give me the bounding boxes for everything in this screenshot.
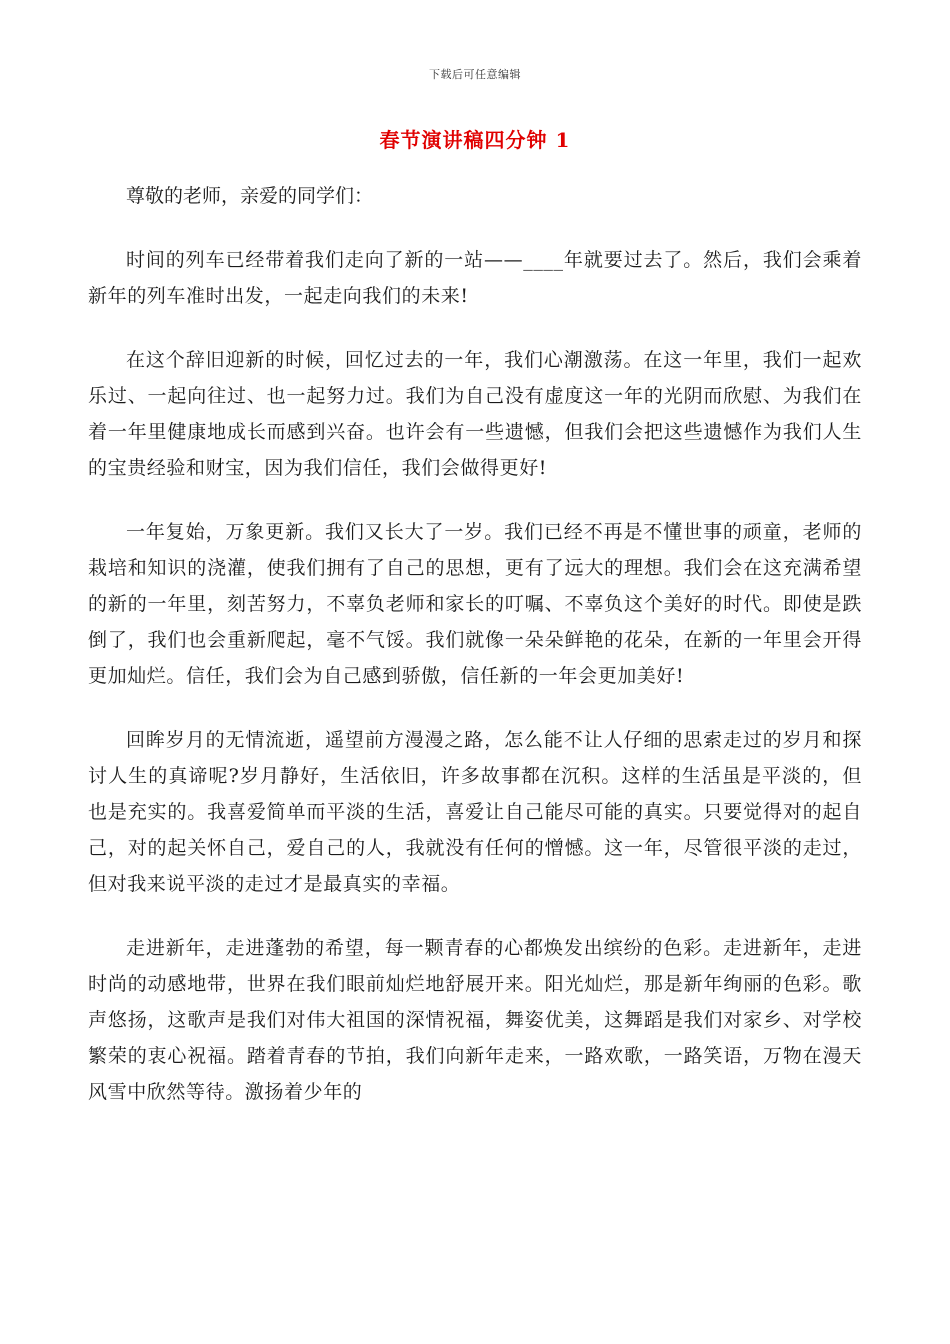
paragraph: 在这个辞旧迎新的时候，回忆过去的一年，我们心潮激荡。在这一年里，我们一起欢乐过、一起向往过、也一起努力过。我们为自己没有虚度这一年的光阴而欣慰、为我们在着一年里健康地成长而感到兴奋。也许会有一些遗憾，但我们会把这些遗憾作为我们人生的宝贵经验和财宝，因为我们信任，我们会做得更好! bbox=[88, 349, 862, 479]
paragraph: 回眸岁月的无情流逝，遥望前方漫漫之路，怎么能不让人仔细的思索走过的岁月和探讨人生的真谛呢?岁月静好，生活依旧，许多故事都在沉积。这样的生活虽是平淡的，但也是充实的。我喜爱简单而平淡的生活，喜爱让自己能尽可能的真实。只要觉得对的起自己，对的起关怀自己，爱自己的人，我就没有任何的憎憾。这一年，尽管很平淡的走过，但对我来说平淡的走过才是最真实的幸福。 bbox=[88, 729, 862, 895]
document-title: 春节演讲稿四分钟 1 bbox=[379, 128, 571, 152]
salutation: 尊敬的老师，亲爱的同学们： bbox=[126, 185, 374, 207]
paragraph: 时间的列车已经带着我们走向了新的一站——____年就要过去了。然后，我们会乘着新年的列车准时出发，一起走向我们的未来! bbox=[88, 249, 862, 307]
paragraph: 一年复始，万象更新。我们又长大了一岁。我们已经不再是不懂世事的顽童，老师的栽培和知识的浇灌，使我们拥有了自己的思想，更有了远大的理想。我们会在这充满希望的新的一年里，刻苦努力，不辜负老师和家长的叮嘱、不辜负这个美好的时代。即使是跌倒了，我们也会重新爬起，毫不气馁。我们就像一朵朵鲜艳的花朵，在新的一年里会开得更加灿烂。信任，我们会为自己感到骄傲，信任新的一年会更加美好! bbox=[88, 521, 862, 687]
document-body bbox=[88, 178, 862, 1138]
paragraph: 走进新年，走进蓬勃的希望，每一颗青春的心都焕发出缤纷的色彩。走进新年，走进时尚的动感地带，世界在我们眼前灿烂地舒展开来。阳光灿烂，那是新年绚丽的色彩。歌声悠扬，这歌声是我们对伟大祖国的深情祝福，舞姿优美，这舞蹈是我们对家乡、对学校繁荣的衷心祝福。踏着青春的节拍，我们向新年走来，一路欢歌，一路笑语，万物在漫天风雪中欣然等待。激扬着少年的 bbox=[88, 937, 862, 1103]
header-note: 下载后可任意编辑 bbox=[429, 68, 521, 81]
